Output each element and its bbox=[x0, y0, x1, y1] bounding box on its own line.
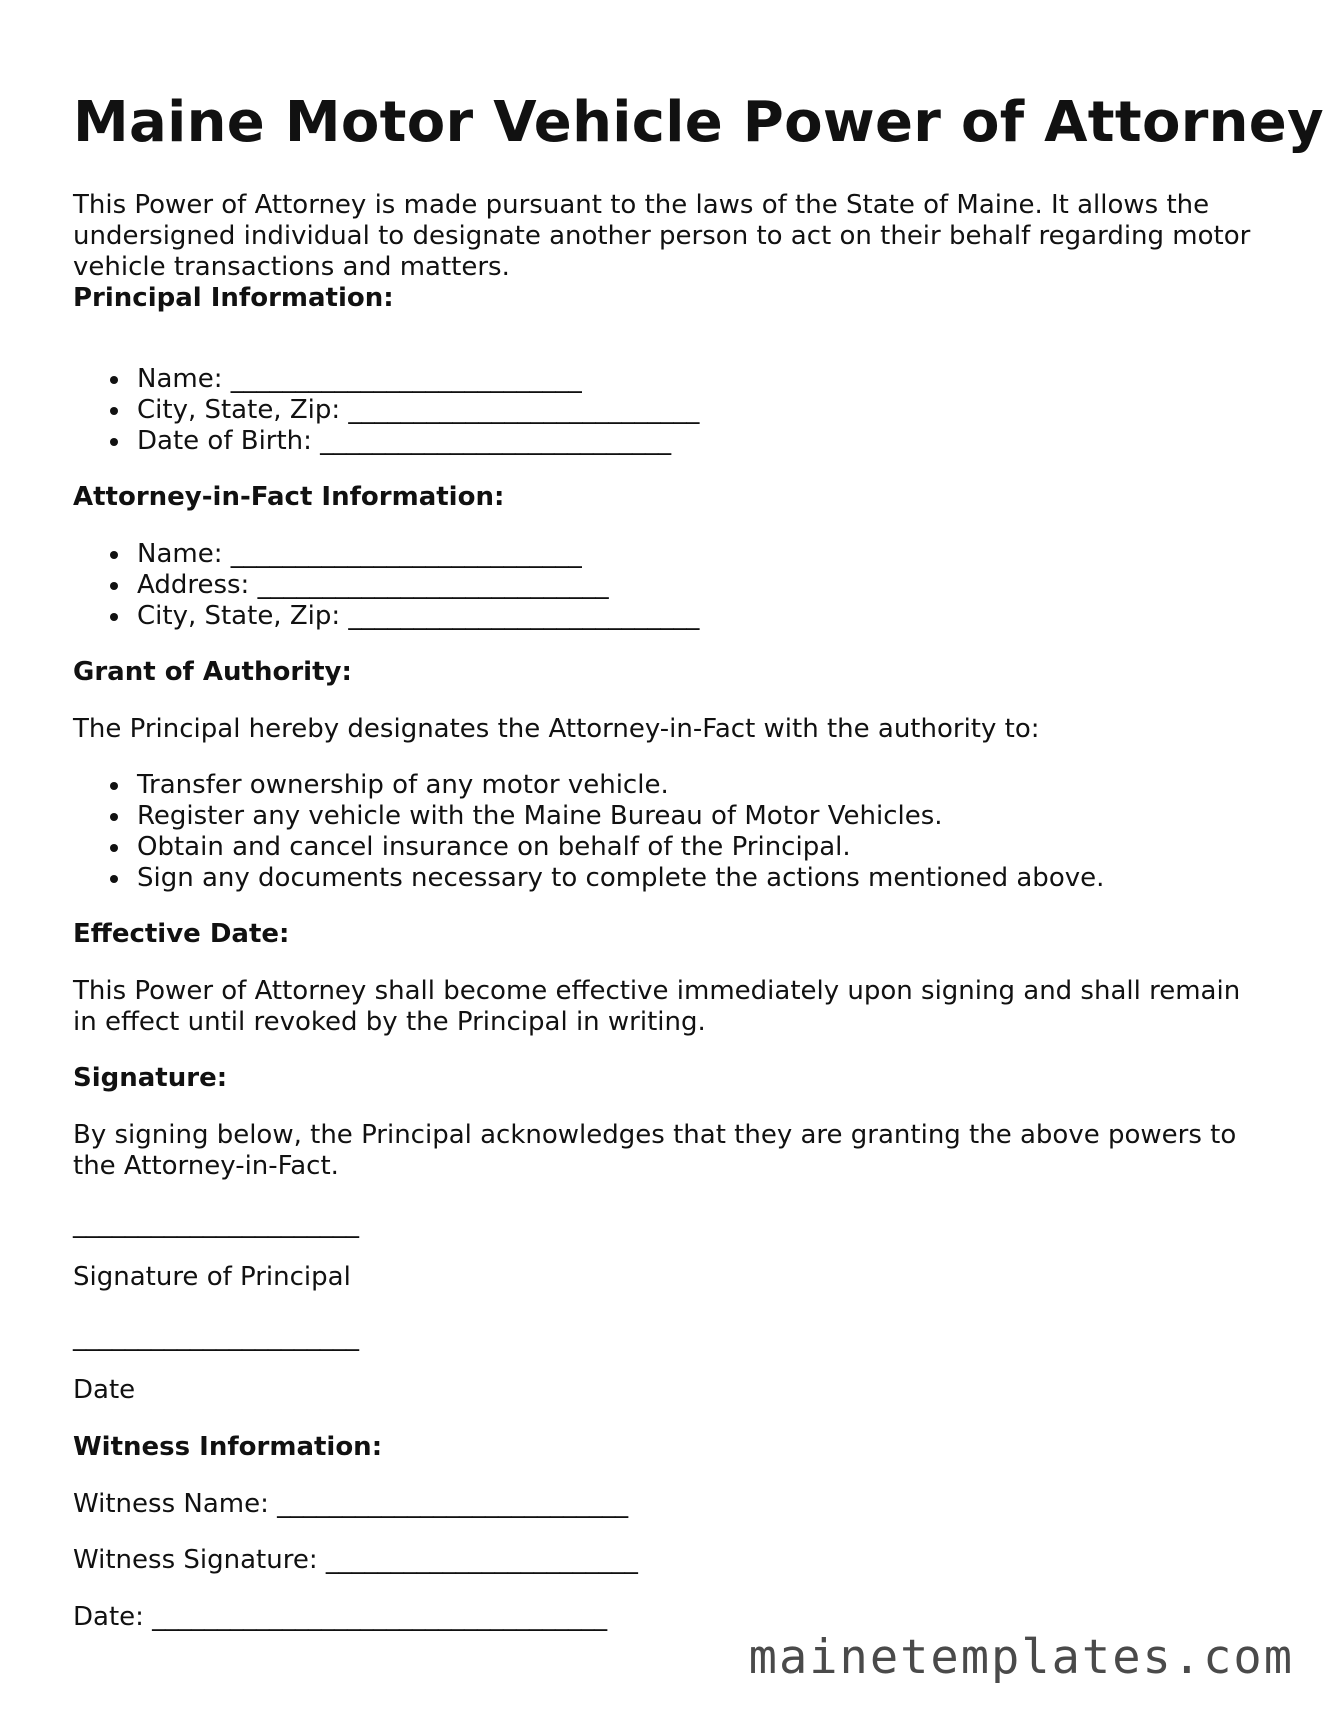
list-item: Register any vehicle with the Maine Bureau of Motor Vehicles. bbox=[73, 801, 1104, 832]
grant-list bbox=[73, 770, 1104, 894]
witness-name-field[interactable]: Witness Name: ___________________________ bbox=[73, 1489, 629, 1519]
attorney-heading: Attorney-in-Fact Information: bbox=[73, 482, 505, 512]
principal-city-state-zip-field[interactable]: City, State, Zip: ___________________________ bbox=[73, 395, 699, 426]
principal-dob-field[interactable]: Date of Birth: ___________________________ bbox=[73, 426, 699, 457]
witness-date-field[interactable]: Date: ___________________________________ bbox=[73, 1602, 608, 1632]
bullet-icon bbox=[110, 782, 118, 790]
principal-date-line[interactable]: ______________________ bbox=[73, 1322, 359, 1352]
principal-list bbox=[73, 364, 699, 457]
principal-date-label: Date bbox=[73, 1375, 136, 1405]
effective-paragraph: This Power of Attorney shall become effective immediately upon signing and shall remain in effect until revoked by the Principal in writing. bbox=[73, 976, 1241, 1037]
principal-name-field[interactable]: Name: ___________________________ bbox=[73, 364, 699, 395]
witness-signature-field[interactable]: Witness Signature: ________________________ bbox=[73, 1545, 638, 1575]
bullet-icon bbox=[110, 844, 118, 852]
principal-heading: Principal Information: bbox=[73, 283, 394, 313]
bullet-icon bbox=[110, 582, 118, 590]
bullet-icon bbox=[110, 376, 118, 384]
principal-signature-line[interactable]: ______________________ bbox=[73, 1209, 359, 1239]
bullet-icon bbox=[110, 551, 118, 559]
bullet-icon bbox=[110, 813, 118, 821]
intro-paragraph: This Power of Attorney is made pursuant to the laws of the State of Maine. It allows the undersigned individual to designate another person to act on their behalf regarding motor vehicle transactions and matters. bbox=[73, 190, 1251, 282]
list-item: Sign any documents necessary to complete the actions mentioned above. bbox=[73, 863, 1104, 894]
attorney-list bbox=[73, 539, 699, 632]
list-item: Transfer ownership of any motor vehicle. bbox=[73, 770, 1104, 801]
principal-signature-label: Signature of Principal bbox=[73, 1262, 351, 1292]
watermark: mainetemplates.com bbox=[748, 1630, 1294, 1685]
signature-heading: Signature: bbox=[73, 1063, 228, 1093]
bullet-icon bbox=[110, 875, 118, 883]
attorney-address-field[interactable]: Address: ___________________________ bbox=[73, 570, 699, 601]
effective-heading: Effective Date: bbox=[73, 919, 290, 949]
bullet-icon bbox=[110, 613, 118, 621]
attorney-city-state-zip-field[interactable]: City, State, Zip: ___________________________ bbox=[73, 601, 699, 632]
grant-paragraph: The Principal hereby designates the Attorney-in-Fact with the authority to: bbox=[73, 714, 1040, 744]
attorney-name-field[interactable]: Name: ___________________________ bbox=[73, 539, 699, 570]
signature-paragraph: By signing below, the Principal acknowledges that they are granting the above powers to the Attorney-in-Fact. bbox=[73, 1120, 1237, 1181]
page-title: Maine Motor Vehicle Power of Attorney bbox=[73, 90, 1324, 155]
grant-heading: Grant of Authority: bbox=[73, 657, 352, 687]
list-item: Obtain and cancel insurance on behalf of the Principal. bbox=[73, 832, 1104, 863]
witness-heading: Witness Information: bbox=[73, 1432, 383, 1462]
bullet-icon bbox=[110, 438, 118, 446]
bullet-icon bbox=[110, 407, 118, 415]
